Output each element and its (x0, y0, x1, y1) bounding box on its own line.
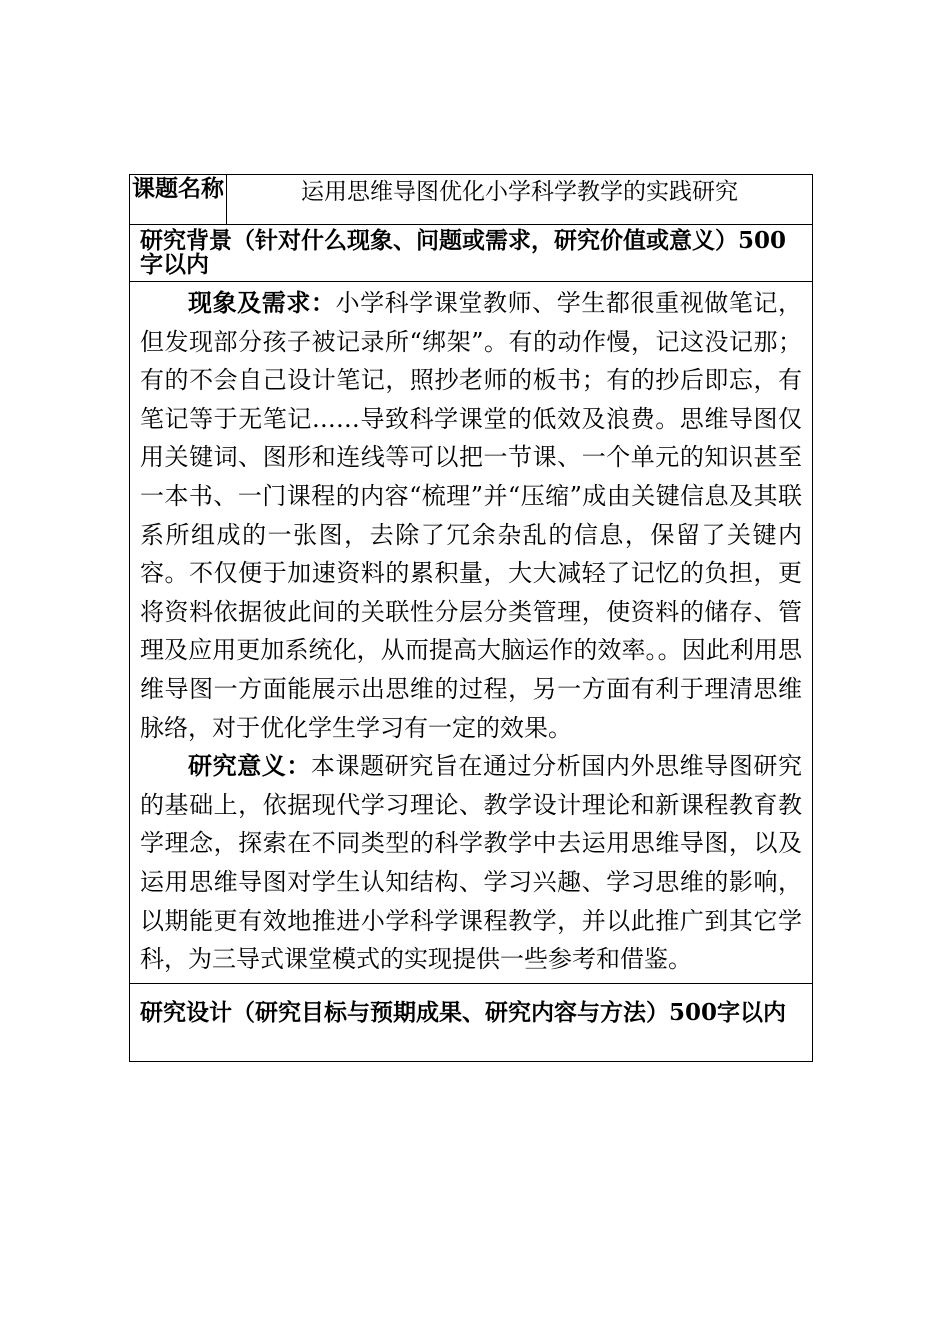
background-body-row (130, 282, 813, 984)
title-row (130, 175, 813, 225)
design-header-row (130, 983, 813, 1061)
phenomenon-text: 小学科学课堂教师、学生都很重视做笔记，但发现部分孩子被记录所“绑架”。有的动作慢，记这没记那；有的不会自己设计笔记，照抄老师的板书；有的抄后即忘，有笔记等于无笔记……导致科学课堂的低效及浪费。思维导图仅用关键词、图形和连线等可以把一节课、一个单元的知识甚至一本书、一门课程的内容“梳理”并“压缩”成由关键信息及其联系所组成的一张图，去除了冗余杂乱的信息，保留了关键内容。不仅便于加速资料的累积量，大大减轻了记忆的负担，更将资料依据彼此间的关联性分层分类管理，使资料的储存、管理及应用更加系统化，从而提高大脑运作的效率。。因此利用思维导图一方面能展示出思维的过程，另一方面有利于理清思维脉络，对于优化学生学习有一定的效果。 (140, 289, 802, 742)
background-body (130, 282, 813, 984)
significance-lead: 研究意义： (188, 751, 311, 781)
significance-paragraph (140, 747, 802, 979)
significance-text: 本课题研究旨在通过分析国内外思维导图研究的基础上，依据现代学习理论、教学设计理论和新课程教育教学理念，探索在不同类型的科学教学中去运用思维导图，以及运用思维导图对学生认知结构、学习兴趣、学习思维的影响，以期能更有效地推进小学科学课程教学，并以此推广到其它学科，为三导式课堂模式的实现提供一些参考和借鉴。 (140, 752, 803, 974)
phenomenon-paragraph (140, 284, 802, 747)
title-label: 课题名称 (130, 175, 227, 225)
phenomenon-lead: 现象及需求： (188, 288, 336, 317)
research-form-table (129, 174, 813, 1062)
background-header-row (130, 225, 813, 282)
project-title: 运用思维导图优化小学科学教学的实践研究 (227, 175, 813, 225)
design-header: 研究设计（研究目标与预期成果、研究内容与方法）500字以内 (130, 983, 813, 1061)
background-header: 研究背景（针对什么现象、问题或需求，研究价值或意义）500字以内 (130, 225, 813, 282)
